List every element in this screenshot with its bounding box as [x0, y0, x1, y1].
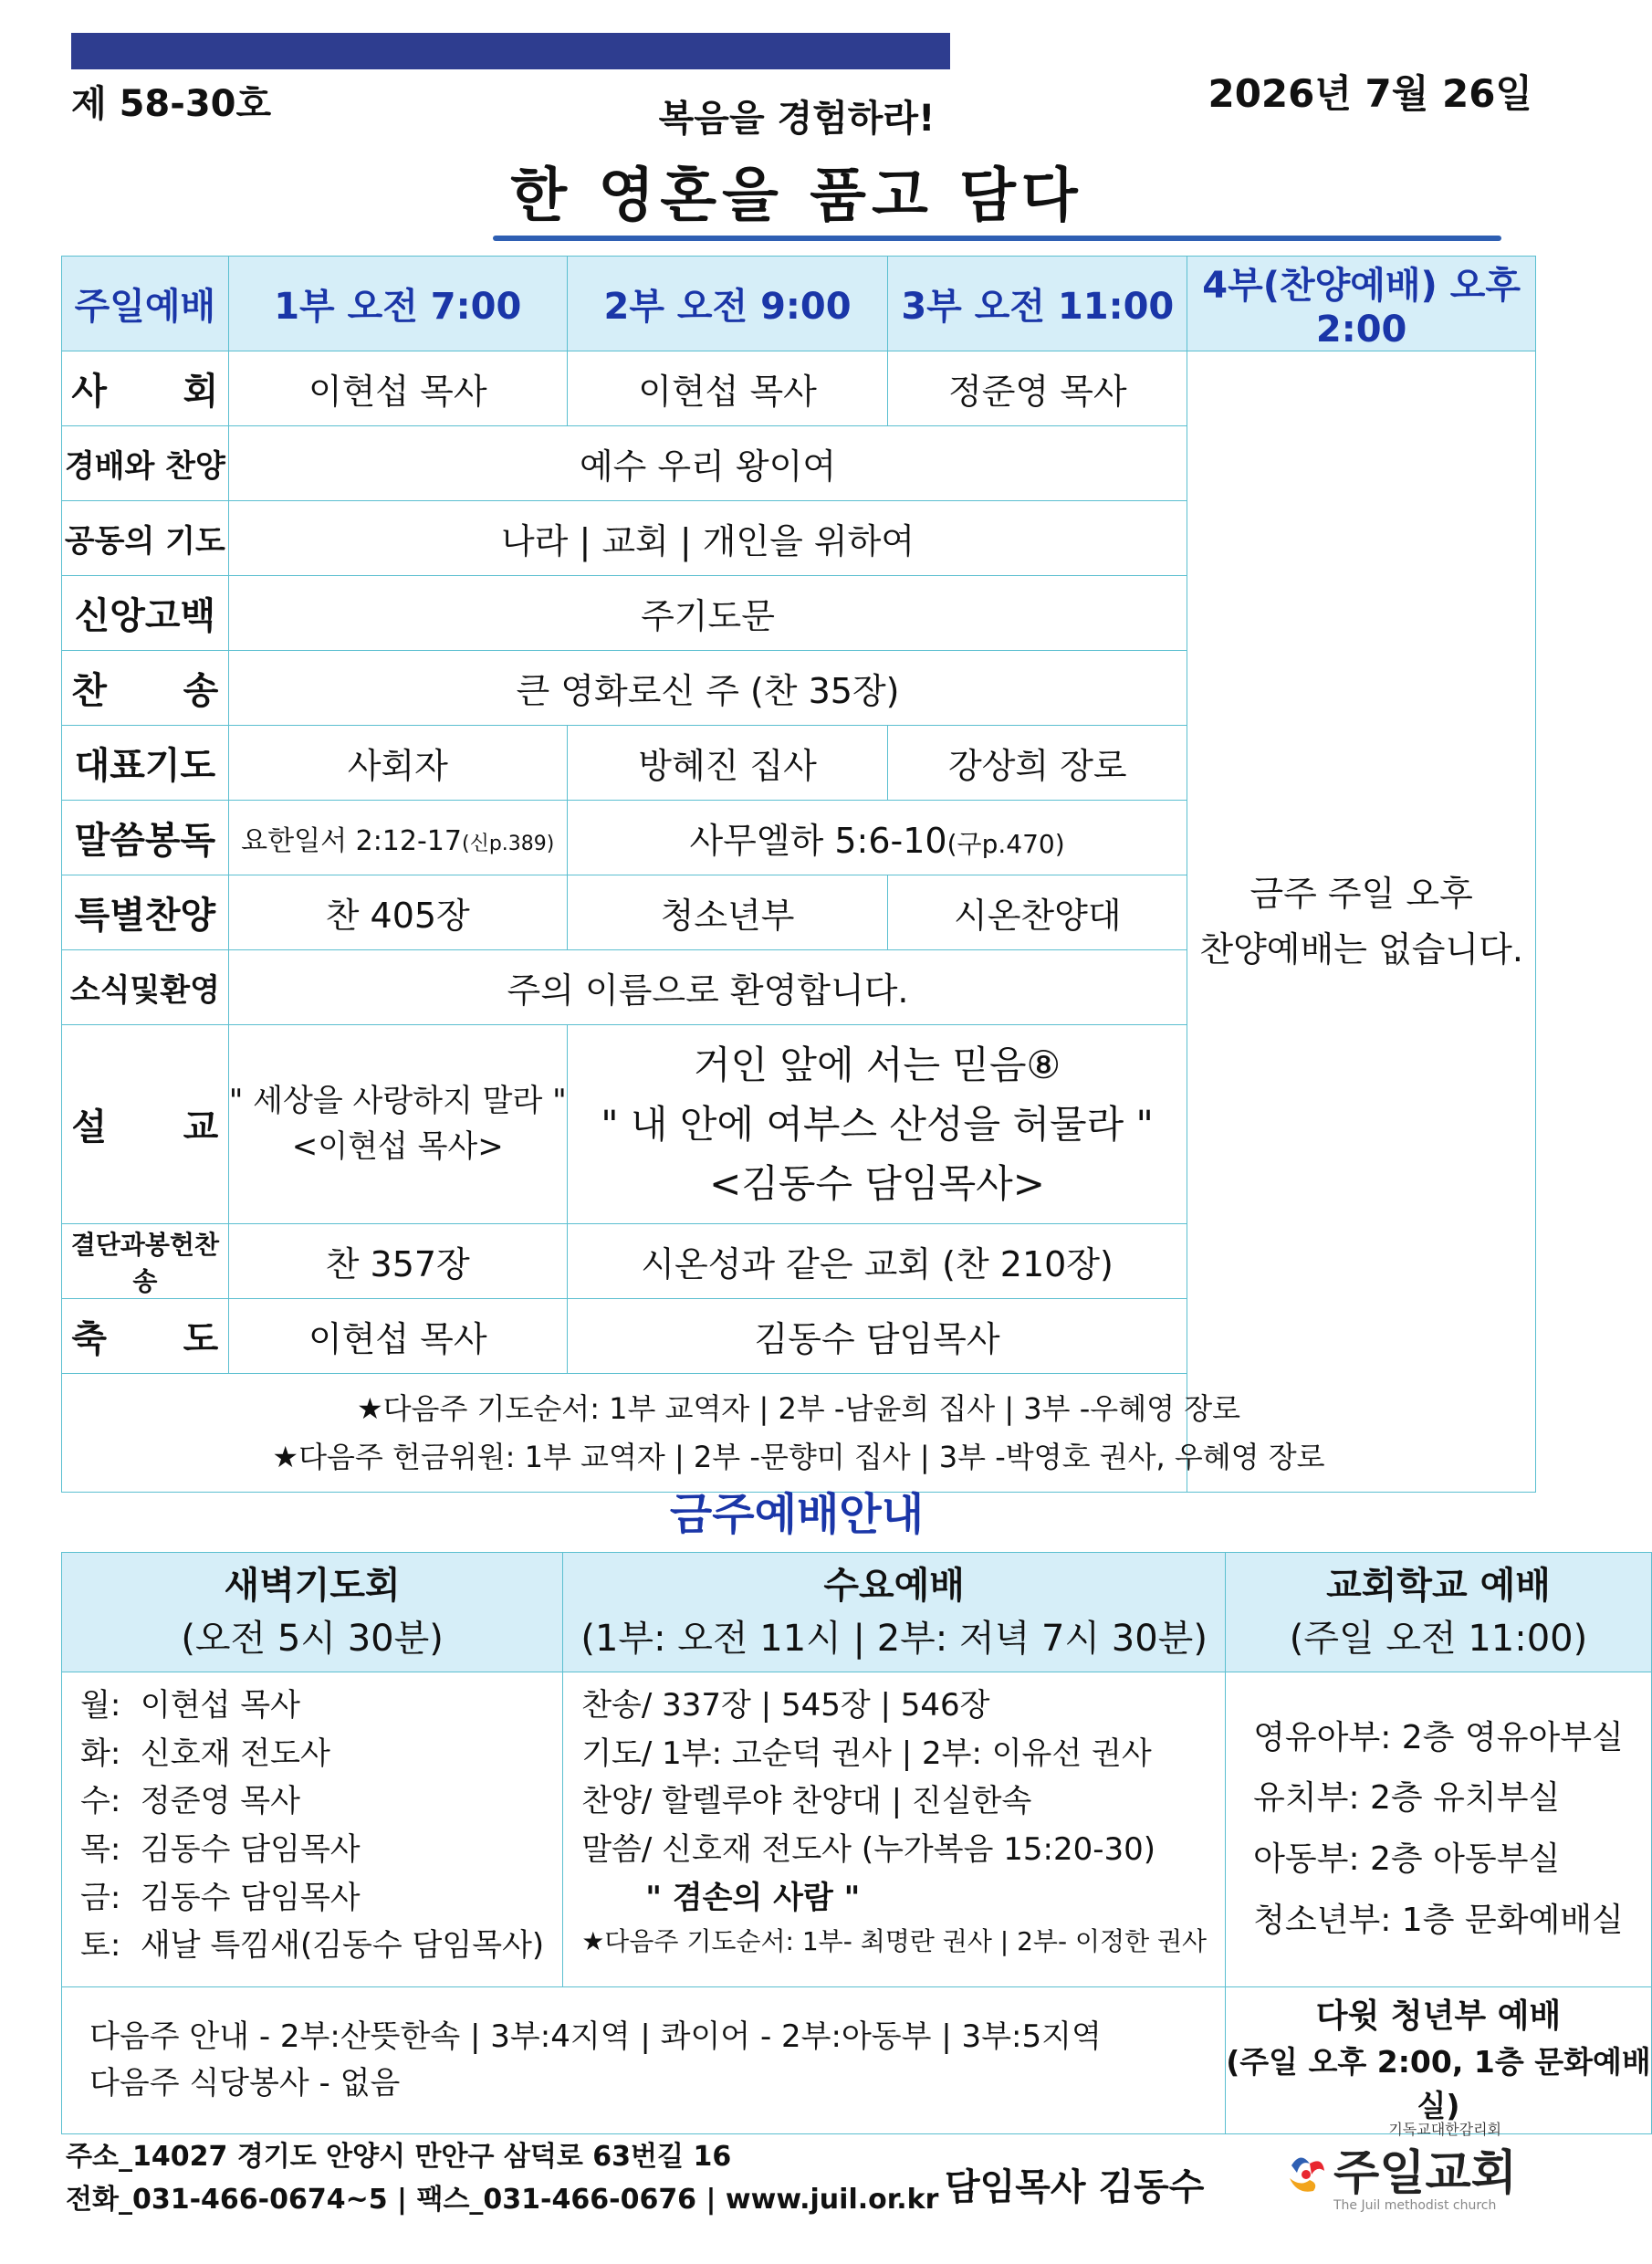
service-4-notice-line-1: 금주 주일 오후 [1249, 873, 1473, 914]
row-label-news-welcome: 소식및환영 [62, 950, 229, 1025]
church-school-rooms [1226, 1672, 1652, 1987]
wednesday-next-prayer: ★다음주 기도순서: 1부- 최명란 권사 | 2부- 이정한 권사 [581, 1926, 1208, 1957]
youth-service-title: 다윗 청년부 예배 [1315, 1997, 1562, 2035]
sermon-service-2-3-preacher: <김동수 담임목사> [709, 1161, 1045, 1207]
wednesday-item: 말씀/ 신호재 전도사 (누가복음 15:20-30) [581, 1831, 1156, 1869]
church-contact-info [66, 2136, 938, 2221]
reading-service-2-3 [567, 801, 1187, 875]
row-label-sermon: 설 교 [62, 1025, 229, 1224]
church-school-header [1226, 1553, 1652, 1672]
wednesday-sermon-title: " 겸손의 사람 " [645, 1879, 861, 1916]
reading-service-1 [228, 801, 567, 875]
rep-prayer-service-1: 사회자 [228, 726, 567, 801]
logo-church-name: 주일교회 [1333, 2146, 1517, 2201]
row-label-host: 사 회 [62, 351, 229, 426]
service-4-label: 4부(찬양예배) 오후 2:00 [1202, 265, 1521, 351]
dawn-prayer-title: 새벽기도회 [224, 1565, 401, 1607]
news-welcome-value: 주의 이름으로 환영합니다. [228, 950, 1187, 1025]
church-address: 주소_14027 경기도 안양시 만안구 삼덕로 63번길 16 [66, 2141, 732, 2173]
sermon-service-1-preacher: <이현섭 목사> [291, 1127, 504, 1165]
service-4-notice [1187, 351, 1536, 1493]
offering-service-1: 찬 357장 [228, 1224, 567, 1299]
next-week-prayer-order: ★다음주 기도순서: 1부 교역자 | 2부 -남윤희 집사 | 3부 -우혜영 장로 [356, 1390, 1241, 1426]
next-week-offering-committee: ★다음주 헌금위원: 1부 교역자 | 2부 -문향미 집사 | 3부 -박영호 권사, 우혜영 장로 [272, 1439, 1325, 1474]
dawn-prayer-time: (오전 5시 30분) [181, 1618, 444, 1660]
row-label-representative-prayer: 대표기도 [62, 726, 229, 801]
worship-header-row [62, 257, 1536, 351]
host-service-1: 이현섭 목사 [228, 351, 567, 426]
row-label-offering-hymn: 결단과봉헌찬송 [62, 1224, 229, 1299]
special-service-2: 청소년부 [567, 875, 887, 950]
col-header-service-3: 3부 오전 11:00 [888, 257, 1187, 351]
row-label-special-music: 특별찬양 [62, 875, 229, 950]
church-school-title: 교회학교 예배 [1326, 1565, 1551, 1607]
dawn-day-item: 화: 신호재 전도사 [80, 1735, 330, 1772]
sermon-service-2-3-title: " 내 안에 여부스 산성을 허물라 " [601, 1101, 1154, 1147]
wednesday-service-title: 수요예배 [823, 1565, 965, 1607]
school-dept-item: 아동부: 2층 아동부실 [1253, 1840, 1561, 1878]
logo-denomination: 기독교대한감리회 [1388, 2121, 1501, 2138]
service-4-notice-line-2: 찬양예배는 없습니다. [1199, 928, 1523, 970]
benediction-service-1: 이현섭 목사 [228, 1299, 567, 1374]
col-header-service-1: 1부 오전 7:00 [228, 257, 567, 351]
wednesday-service-details [563, 1672, 1226, 1987]
sermon-service-1-title: " 세상을 사랑하지 말라 " [228, 1083, 567, 1120]
next-week-dining-text: 다음주 식당봉사 - 없음 [89, 2064, 401, 2102]
school-dept-item: 유치부: 2층 유치부실 [1253, 1779, 1561, 1818]
next-week-notes [62, 1374, 1536, 1493]
sermon-series: 거인 앞에 서는 믿음⑧ [693, 1042, 1061, 1087]
wednesday-service-header [563, 1553, 1226, 1672]
weekly-footer-row [62, 1987, 1652, 2134]
weekly-section-title: 금주예배안내 [669, 1489, 925, 1540]
dawn-day-item: 수: 정준영 목사 [80, 1783, 300, 1820]
school-dept-item: 청소년부: 1층 문화예배실 [1253, 1901, 1624, 1939]
row-label-creed: 신앙고백 [62, 576, 229, 651]
reading-service-2-3-passage: 사무엘하 5:6-10 [689, 821, 947, 861]
worship-order-table [61, 256, 1536, 1493]
weekly-services-table [61, 1552, 1652, 2134]
wednesday-item: 기도/ 1부: 고순덕 권사 | 2부: 이유선 권사 [581, 1735, 1152, 1772]
dawn-prayer-schedule [62, 1672, 563, 1987]
bulletin-date: 2026년 7월 26일 [1208, 71, 1532, 116]
benediction-service-2-3: 김동수 담임목사 [567, 1299, 1187, 1374]
wednesday-item: 찬송/ 337장 | 545장 | 546장 [581, 1687, 990, 1724]
special-service-1: 찬 405장 [228, 875, 567, 950]
church-logo [1282, 2118, 1538, 2213]
page-title: 한 영혼을 품고 담다 [510, 162, 1083, 230]
reading-service-2-3-page: (구p.470) [946, 829, 1065, 859]
sermon-service-1 [228, 1025, 567, 1224]
youth-service-time: (주일 오후 2:00, 1층 문화예배실) [1226, 2044, 1651, 2124]
host-service-2: 이현섭 목사 [567, 351, 887, 426]
row-label-common-prayer: 공동의 기도 [62, 501, 229, 576]
row-next-week-notes [62, 1374, 1536, 1493]
church-emblem-icon [1282, 2147, 1332, 2196]
dawn-day-item: 월: 이현섭 목사 [80, 1687, 300, 1724]
senior-pastor: 담임목사 김동수 [945, 2166, 1205, 2208]
special-service-3: 시온찬양대 [888, 875, 1187, 950]
page-subtitle: 복음을 경험하라! [658, 98, 936, 140]
host-service-3: 정준영 목사 [888, 351, 1187, 426]
top-banner-bar [71, 33, 950, 69]
issue-number: 제 58-30호 [71, 83, 272, 125]
offering-service-2-3: 시온성과 같은 교회 (찬 210장) [567, 1224, 1187, 1299]
row-label-praise: 경배와 찬양 [62, 426, 229, 501]
praise-value: 예수 우리 왕이여 [228, 426, 1187, 501]
row-label-hymn: 찬 송 [62, 651, 229, 726]
row-label-benediction: 축 도 [62, 1299, 229, 1374]
row-label-scripture-reading: 말씀봉독 [62, 801, 229, 875]
rep-prayer-service-3: 강상희 장로 [888, 726, 1187, 801]
common-prayer-value: 나라 | 교회 | 개인을 위하여 [228, 501, 1187, 576]
col-header-service-4 [1187, 257, 1536, 351]
school-dept-item: 영유아부: 2층 영유아부실 [1253, 1718, 1624, 1756]
rep-prayer-service-2: 방혜진 집사 [567, 726, 887, 801]
church-school-time: (주일 오전 11:00) [1289, 1618, 1588, 1660]
creed-value: 주기도문 [228, 576, 1187, 651]
dawn-day-item: 토: 새날 특낌새(김동수 담임목사) [80, 1927, 545, 1965]
col-header-service-2: 2부 오전 9:00 [567, 257, 887, 351]
row-host [62, 351, 1536, 426]
col-header-sunday: 주일예배 [62, 257, 229, 351]
church-phone-fax-web: 전화_031-466-0674~5 | 팩스_031-466-0676 | www.juil.or.kr [66, 2183, 939, 2216]
reading-service-1-passage: 요한일서 2:12-17 [241, 824, 462, 857]
wednesday-service-time: (1부: 오전 11시 | 2부: 저녁 7시 30분) [580, 1618, 1208, 1660]
weekly-body-row [62, 1672, 1652, 1987]
reading-service-1-page: (신p.389) [461, 832, 555, 855]
sermon-service-2-3 [567, 1025, 1187, 1224]
logo-english-name: The Juil methodist church [1333, 2198, 1497, 2213]
dawn-prayer-header [62, 1553, 563, 1672]
youth-service [1226, 1987, 1652, 2134]
title-underline [493, 236, 1501, 241]
next-week-guide [62, 1987, 1226, 2134]
dawn-day-item: 목: 김동수 담임목사 [80, 1831, 361, 1869]
hymn-value: 큰 영화로신 주 (찬 35장) [228, 651, 1187, 726]
dawn-day-item: 금: 김동수 담임목사 [80, 1879, 361, 1916]
weekly-header-row [62, 1553, 1652, 1672]
next-week-guide-text: 다음주 안내 - 2부:산뜻한속 | 3부:4지역 | 콰이어 - 2부:아동부 | 3부:5지역 [89, 2018, 1102, 2055]
wednesday-item: 찬양/ 할렐루야 찬양대 | 진실한속 [581, 1783, 1032, 1820]
